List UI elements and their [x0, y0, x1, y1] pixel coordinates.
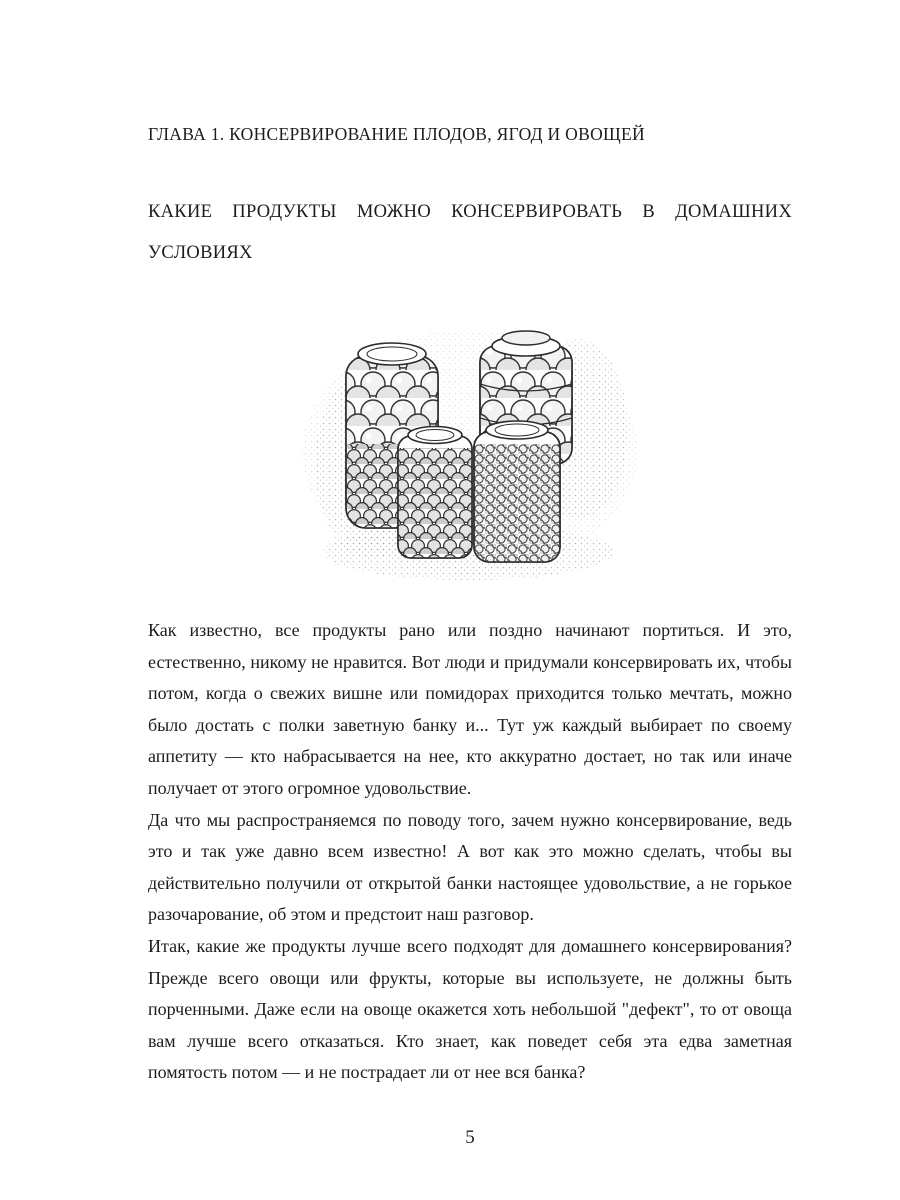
- jars-illustration-svg: [298, 314, 643, 589]
- jars-illustration: [148, 314, 792, 589]
- paragraph: Итак, какие же продукты лучше всего подходят для домашнего консервирования? Прежде всего овощи или фрукты, которые вы используете, не должны быть порченными. Даже если на овоще окажется хоть небольшой "дефект", то от овоща вам лучше всего отказаться. Кто знает, как поведет себя эта едва заметная помятость потом — и не пострадает ли от нее вся банка?: [148, 935, 792, 1083]
- chapter-title: ГЛАВА 1. КОНСЕРВИРОВАНИЕ ПЛОДОВ, ЯГОД И ОВОЩЕЙ: [148, 124, 645, 144]
- body-text: [148, 615, 792, 1089]
- paragraph: Как известно, все продукты рано или поздно начинают портиться. И это, естественно, никому не нравится. Вот люди и придумали консервировать их, чтобы потом, когда о свежих вишне или помидорах приходится только мечтать, можно было достать с полки заветную банку и... Тут уж каждый выбирает по своему аппетиту — кто набрасывается на нее, кто аккуратно достает, но так или иначе получает от этого огромное удовольствие.: [148, 620, 792, 798]
- page-number: 5: [465, 1126, 475, 1148]
- page-content: [148, 0, 792, 1149]
- section-title: КАКИЕ ПРОДУКТЫ МОЖНО КОНСЕРВИРОВАТЬ В ДОМАШНИХ УСЛОВИЯХ: [148, 202, 792, 263]
- paragraph: Да что мы распространяемся по поводу того, зачем нужно консервирование, ведь это и так уже давно всем известно! А вот как это можно сделать, чтобы вы действительно получили от открытой банки настоящее удовольствие, а не горькое разочарование, об этом и предстоит наш разговор.: [148, 809, 792, 925]
